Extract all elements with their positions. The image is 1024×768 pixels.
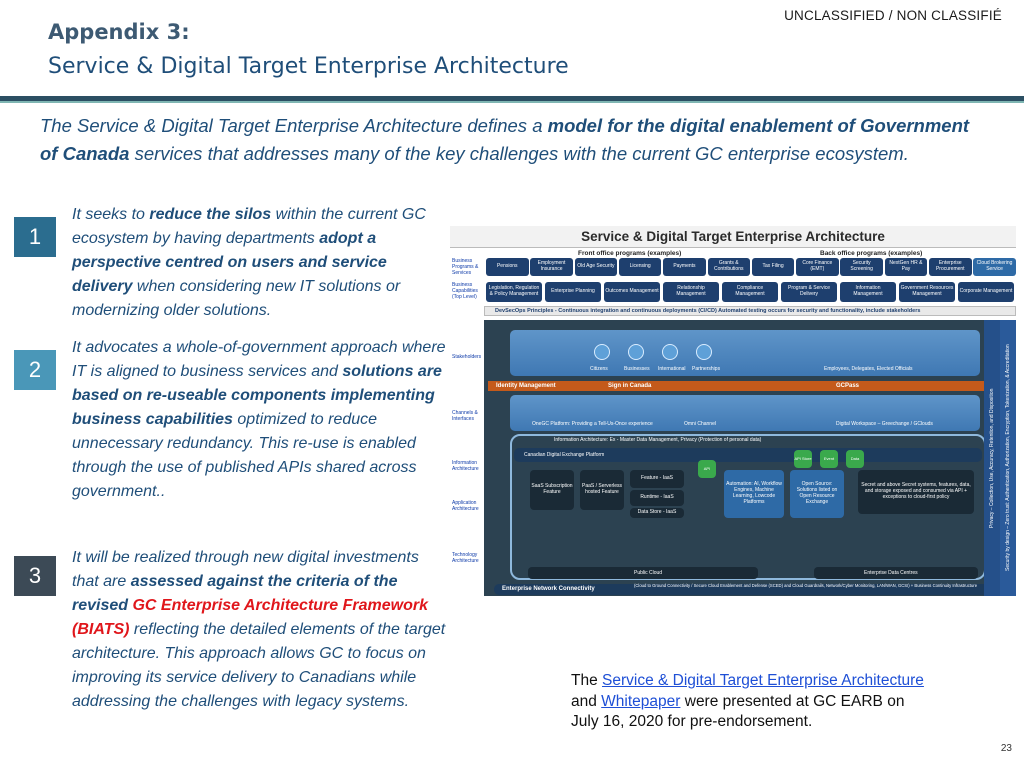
stakeholder-icon <box>696 344 712 360</box>
p3-red-link-text: GC Enterprise Architecture Framework (BIATS) <box>72 597 428 638</box>
capability-cell: Program & Service Delivery <box>781 282 837 302</box>
security-bar-text: Security by design – Zero trust: Authentication, Authorization, Encryption, Tokenization, & Accreditation <box>1005 344 1011 572</box>
stakeholder-icon <box>628 344 644 360</box>
p2-t2: optimized to reduce unnecessary redundancy. This re-use is enabled through the use of published APIs shared across government.. <box>72 411 417 500</box>
network-note: (Cloud to Ground Connectivity / Secure Cloud Enablement and Defense (SCED) and Cloud Guardrails, Network/Cyber Monitoring, LAN/WAN, GCSI) + Business Continuity Infrastructure <box>634 583 978 588</box>
p1-b1: reduce the silos <box>149 206 272 223</box>
back-office-header: Back office programs (examples) <box>820 250 923 257</box>
channels-onegc: OneGC Platform: Providing a Tell-Us-Once experience <box>532 421 653 427</box>
devsecops-bar: DevSecOps Principles - Continuous integration and continuous deployments (CI/CD) Automated testing occurs for security and functionality, include stakeholders <box>484 306 1016 316</box>
page-number: 23 <box>1000 743 1012 754</box>
api-tag: Event <box>820 450 838 468</box>
channels-workspace: Digital Workspace – Greechange / GClouds <box>836 421 933 427</box>
program-cell: Security Screening <box>840 258 883 276</box>
header-rule-accent <box>0 101 1024 103</box>
label-technology: Technology Architecture <box>452 552 479 564</box>
program-cell: Payments <box>663 258 706 276</box>
intro-text-2: services that addresses many of the key challenges with the current GC enterprise ecosystem. <box>129 142 909 164</box>
point-number-3: 3 <box>14 556 56 596</box>
application-feature: Runtime - IaaS <box>630 490 684 506</box>
p3-t1: It will be realized through new digital investments that are <box>72 549 419 590</box>
label-business-programs: Business Programs & Services <box>452 258 479 276</box>
capability-cell: Relationship Management <box>663 282 719 302</box>
diagram-title: Service & Digital Target Enterprise Architecture <box>450 226 1016 248</box>
p2-t1: It advocates a whole-of-government approach where IT is aligned to business services and <box>72 339 446 380</box>
capability-cell: Legislation, Regulation & Policy Management <box>486 282 542 302</box>
stakeholder-icon <box>662 344 678 360</box>
point-number-1: 1 <box>14 217 56 257</box>
api-tag: Data <box>846 450 864 468</box>
p1-t1: It seeks to <box>72 206 150 223</box>
label-channels: Channels & Interfaces <box>452 410 478 422</box>
p1-t2: within the current GC ecosystem by having departments <box>72 206 426 247</box>
caption-t2: and <box>571 692 602 710</box>
capability-cell: Information Management <box>840 282 896 302</box>
capability-cell: Compliance Management <box>722 282 778 302</box>
capability-cell: Corporate Management <box>958 282 1014 302</box>
application-feature: SaaS Subscription Feature <box>530 470 574 510</box>
gcpass: GCPass <box>836 383 860 389</box>
intro-text-1: The Service & Digital Target Enterprise Architecture defines a <box>40 115 548 136</box>
api-tag: API Store <box>794 450 812 468</box>
identity-management-bar <box>488 381 993 391</box>
point-1-text <box>72 203 448 323</box>
stakeholder-label: Partnerships <box>692 366 721 372</box>
label-business-capabilities: Business Capabilities (Top Level) <box>452 282 478 300</box>
p3-b1: assessed against the criteria of the revised <box>72 573 398 614</box>
point-number-2: 2 <box>14 350 56 390</box>
info-architecture-label: Information Architecture: Ex - Master Data Management, Privacy (Protection of personal data) <box>554 437 762 443</box>
privacy-bar-text: Privacy – Collection, Use, Accuracy, Retention, and Disposition <box>989 388 995 528</box>
application-feature: Open Source: Solutions listed on Open Resource Exchange <box>790 470 844 518</box>
application-feature: Data Store - IaaS <box>630 508 684 518</box>
point-3-text <box>72 546 448 714</box>
architecture-stack <box>484 320 1016 596</box>
program-cell: Core Finance (EMT) <box>796 258 839 276</box>
capability-cell: Outcomes Management <box>604 282 660 302</box>
stakeholder-icon <box>594 344 610 360</box>
link-whitepaper[interactable]: Whitepaper <box>601 692 681 710</box>
channels-omni: Omni Channel <box>684 421 716 427</box>
capability-cell: Enterprise Planning <box>545 282 601 302</box>
sign-in-canada: Sign in Canada <box>608 383 652 389</box>
program-cell: Pensions <box>486 258 529 276</box>
identity-label: Identity Management <box>496 383 556 389</box>
api-hub: API <box>698 460 716 478</box>
enterprise-dc-label: Enterprise Data Centres <box>864 570 918 576</box>
label-application: Application Architecture <box>452 500 479 512</box>
intro-paragraph <box>40 112 980 167</box>
classification-label: UNCLASSIFIED / NON CLASSIFIÉ <box>784 8 1002 23</box>
page-title <box>48 20 569 79</box>
link-target-architecture[interactable]: Service & Digital Target Enterprise Architecture <box>602 672 924 689</box>
program-cell: NextGen HR & Pay <box>885 258 928 276</box>
label-information: Information Architecture <box>452 460 479 472</box>
caption <box>571 671 931 733</box>
p1-t3: when considering new IT solutions or modernizing older solutions. <box>72 278 401 319</box>
application-feature: PaaS / Serverless hosted Feature <box>580 470 624 510</box>
label-stakeholders: Stakeholders <box>452 354 482 360</box>
p1-b2: adopt a perspective centred on users and service delivery <box>72 230 387 295</box>
architecture-diagram <box>450 226 1016 596</box>
network-label: Enterprise Network Connectivity <box>502 586 595 592</box>
program-cell: Tax Filing <box>752 258 795 276</box>
p3-t2: reflecting the detailed elements of the target architecture. This approach allows GC to focus on improving its service delivery to Canadians while addressing the challenges with legacy systems. <box>72 621 446 710</box>
application-feature: Secret and above Secret systems, features, data, and storage exposed and consumed via API + exceptions to cloud-first policy <box>858 470 974 514</box>
title-subtitle: Service & Digital Target Enterprise Architecture <box>48 54 569 79</box>
public-cloud-label: Public Cloud <box>634 570 663 576</box>
stakeholder-label: Citizens <box>590 366 608 372</box>
intro-bold: model for the digital enablement of Government of Canada <box>40 115 970 164</box>
cdep-label: Canadian Digital Exchange Platform <box>524 452 605 458</box>
caption-t1: The <box>571 672 603 689</box>
program-cell: Employment Insurance <box>530 258 573 276</box>
title-appendix: Appendix 3: <box>48 20 190 44</box>
privacy-sidebar <box>984 320 1000 596</box>
front-office-header: Front office programs (examples) <box>578 250 682 257</box>
capability-cell: Government Resources Management <box>899 282 955 302</box>
program-cell: Old Age Security <box>575 258 618 276</box>
application-feature: Automation: AI, Workflow Engines, Machine Learning, Lowcode Platforms <box>724 470 784 518</box>
security-sidebar <box>1000 320 1016 596</box>
stakeholders-internal: Employees, Delegates, Elected Officials <box>824 366 913 372</box>
caption-t3: were presented at GC EARB on July 16, 2020 for pre-endorsement. <box>571 692 905 730</box>
program-cell: Licensing <box>619 258 662 276</box>
p2-b1: solutions are based on re-useable components implementing business capabilities <box>72 363 442 428</box>
application-feature: Feature - IaaS <box>630 470 684 488</box>
program-cell: Grants & Contributions <box>708 258 751 276</box>
program-cell: Enterprise Procurement <box>929 258 972 276</box>
point-2-text <box>72 336 448 504</box>
program-cell: Cloud Brokering Service <box>973 258 1016 276</box>
stakeholder-label: Businesses <box>624 366 650 372</box>
stakeholder-label: International <box>658 366 686 372</box>
